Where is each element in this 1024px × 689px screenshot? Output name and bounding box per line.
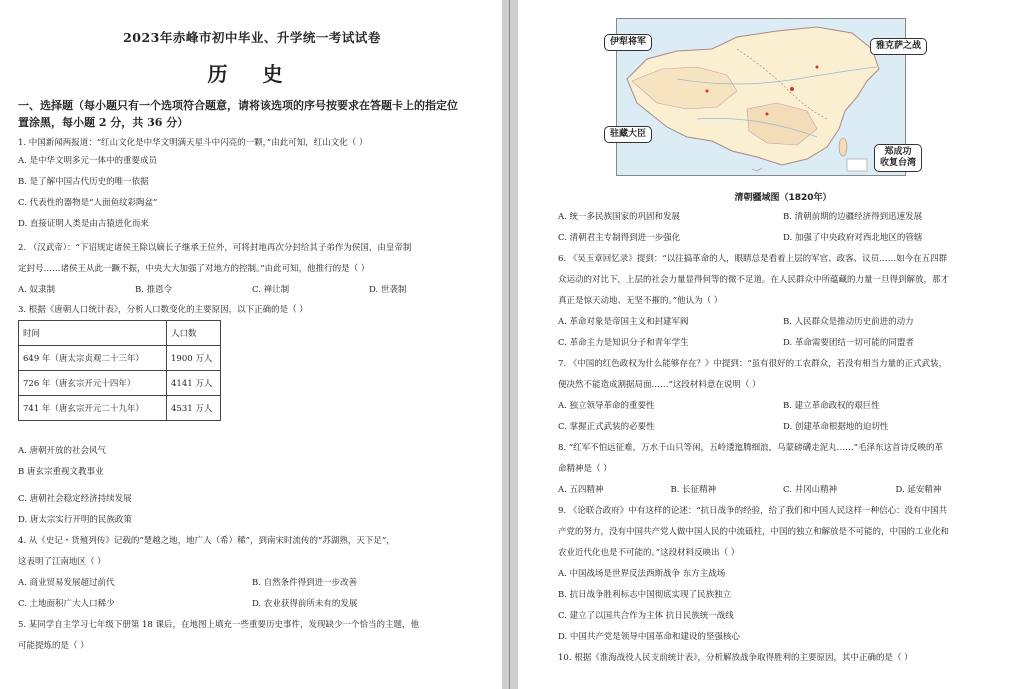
- question-7-option-b: B. 建立革命政权的艰巨性: [783, 401, 880, 411]
- question-2-line2: 定封号……诸侯王从此一蹶不振，中央大大加强了对地方的控制。”由此可知，他推行的是（ ）: [18, 264, 370, 274]
- question-2-option-c: C. 禅让制: [252, 285, 290, 295]
- question-7-options-row2: [558, 417, 1008, 438]
- question-3: [18, 301, 486, 531]
- table-row: [19, 346, 221, 371]
- question-1-option-b: B. 是了解中国古代历史的唯一依据: [18, 177, 149, 187]
- question-2-option-a: A. 奴隶制: [18, 285, 56, 295]
- question-3-option-a: A. 唐朝开放的社会风气: [18, 446, 107, 456]
- question-4-option-d: D. 农业获得前所未有的发展: [252, 599, 358, 609]
- question-9-option-a: A. 中国战场是世界反法西斯战争 东方主战场: [558, 569, 726, 579]
- question-1-stem: 1. 中国新闻两报道：“红山文化是中华文明满天星斗中闪亮的一颗，”由此可知，红山文化（ ）: [18, 138, 368, 148]
- question-8-option-c: C. 井冈山精神: [783, 485, 838, 495]
- question-4-option-b: B. 自然条件得到进一步改善: [252, 578, 358, 588]
- question-4-line1: 4. 从《史记・货殖列传》记载的“楚越之地，地广人（希）稀”，到南宋时流传的“苏湖熟，天下足”，: [18, 536, 395, 546]
- question-7-options-row1: [558, 396, 1008, 417]
- map-callout-taiwan-recovery: [874, 144, 922, 172]
- question-5: [18, 615, 486, 657]
- question-8-option-a: A. 五四精神: [558, 485, 604, 495]
- question-2: [18, 238, 486, 301]
- table-cell-time: 649 年（唐太宗贞观二十三年）: [19, 346, 167, 371]
- exam-page-right: [518, 0, 1024, 689]
- question-2-option-b: B. 推恩令: [135, 285, 173, 295]
- question-9-line2: 产党的努力，没有中国共产党人做中国人民的中流砥柱，中国的独立和解放是不可能的，中国的工业化和: [558, 527, 950, 537]
- question-6-line1: 6. 《吴玉章回忆录》提到：“以往搞革命的人，眼睛总是看着上层的军官、政客、议员……如今在五四群: [558, 254, 948, 264]
- section-heading-line1: 一、选择题（每小题只有一个选项符合题意，请将该选项的序号按要求在答题卡上的指定位: [18, 99, 458, 112]
- question-10: [558, 648, 1008, 669]
- question-6-option-a: A. 革命对象是帝国主义和封建军阀: [558, 317, 689, 327]
- question-4-options-row1: [18, 573, 486, 594]
- question-7-line1: 7. 《中国的红色政权为什么能够存在？》中提到：“虽有很好的工农群众，若没有相当力量的正式武装，: [558, 359, 948, 369]
- question-4-option-a: A. 商业贸易发展超过前代: [18, 578, 115, 588]
- question-6-line3: 真正是惊天动地、无坚不摧的。”他认为（ ）: [558, 296, 723, 306]
- question-5-options-row1: [558, 207, 1008, 228]
- map-callout-tibet-minister: 驻藏大臣: [604, 126, 652, 143]
- question-3-option-c: C. 唐朝社会稳定经济持续发展: [18, 494, 132, 504]
- map-drawing: [617, 19, 906, 176]
- question-4-options-row2: [18, 594, 486, 615]
- question-5-option-d: D. 加强了中央政府对西北地区的管辖: [783, 233, 923, 243]
- table-cell-population: 4141 万人: [167, 371, 221, 396]
- question-6-options-row1: [558, 312, 1008, 333]
- map-caption: 清朝疆域图（1820年）: [734, 193, 832, 203]
- population-table: [18, 320, 221, 421]
- question-2-option-d: D. 世袭制: [369, 285, 407, 295]
- question-9-option-d: D. 中国共产党是领导中国革命和建设的坚强核心: [558, 632, 740, 642]
- question-1: [18, 135, 486, 235]
- question-8-option-d: D. 延安精神: [895, 485, 942, 495]
- question-1-option-a: A. 是中华文明多元一体中的重要成员: [18, 156, 158, 166]
- page-gap: [502, 0, 518, 689]
- question-4-option-c: C. 土地面积广大人口稀少: [18, 599, 115, 609]
- question-3-option-d: D. 唐太宗实行开明的民族政策: [18, 515, 132, 525]
- section-heading: [18, 97, 486, 131]
- question-7: [558, 354, 1008, 438]
- question-5-option-b: B. 清朝前期的边疆经济得到迅速发展: [783, 212, 923, 222]
- question-5-option-c: C. 清朝君主专制得到进一步强化: [558, 233, 681, 243]
- table-cell-time: 726 年（唐玄宗开元十四年）: [19, 371, 167, 396]
- table-row: [19, 371, 221, 396]
- table-header-population: 人口数: [167, 321, 221, 346]
- table-header-row: [19, 321, 221, 346]
- question-6-option-b: B. 人民群众是推动历史前进的动力: [783, 317, 914, 327]
- qing-territory-map: [598, 8, 938, 188]
- question-2-options: [18, 280, 486, 301]
- question-4-line2: 这表明了江南地区（ ）: [18, 557, 106, 567]
- exam-title: 2023年赤峰市初中毕业、升学统一考试试卷: [123, 30, 381, 45]
- question-5-options-row2: [558, 228, 1008, 249]
- question-6: [558, 249, 1008, 354]
- question-7-option-a: A. 独立领导革命的重要性: [558, 401, 655, 411]
- question-9: [558, 501, 1008, 648]
- exam-page-left: [0, 0, 502, 689]
- question-3-stem: 3. 根据《唐朝人口统计表》，分析人口数变化的主要原因，以下正确的是（ ）: [18, 305, 308, 315]
- question-9-line3: 农业近代化也是不可能的。”这段材料反映出（ ）: [558, 548, 740, 558]
- question-1-option-d: D. 直接证明人类是由古猿进化而来: [18, 219, 149, 229]
- question-9-option-b: B. 抗日战争胜利标志中国彻底实现了民族独立: [558, 590, 732, 600]
- map-callout-taiwan-line2: 收复台湾: [880, 158, 917, 168]
- section-heading-line2: 置涂黑，每小题 2 分，共 36 分）: [18, 116, 189, 129]
- question-4: [18, 531, 486, 615]
- question-3-option-b: B 唐玄宗重视文教事业: [18, 467, 104, 477]
- question-9-option-c: C. 建立了以国共合作为主体 抗日民族统一战线: [558, 611, 734, 621]
- map-callout-yaksa-battle: 雅克萨之战: [870, 38, 927, 55]
- table-cell-time: 741 年（唐玄宗开元二十九年）: [19, 396, 167, 421]
- page-separator-line: [509, 0, 510, 689]
- question-6-option-d: D. 革命需要团结一切可能的同盟者: [783, 338, 914, 348]
- table-cell-population: 1900 万人: [167, 346, 221, 371]
- table-row: [19, 396, 221, 421]
- question-6-options-row2: [558, 333, 1008, 354]
- map-callout-taiwan-line1: 郑成功: [884, 147, 912, 157]
- question-8-line2: 命精神是（ ）: [558, 464, 612, 474]
- question-7-option-d: D. 创建革命根据地的迫切性: [783, 422, 889, 432]
- question-5-option-a: A. 统一多民族国家的巩固和发展: [558, 212, 681, 222]
- subject-title: 历 史: [207, 62, 297, 86]
- question-7-option-c: C. 掌握正式武装的必要性: [558, 422, 655, 432]
- table-cell-population: 4531 万人: [167, 396, 221, 421]
- table-header-time: 时间: [19, 321, 167, 346]
- question-6-option-c: C. 革命主力是知识分子和青年学生: [558, 338, 689, 348]
- map-callout-yili-general: 伊犁将军: [604, 34, 652, 51]
- question-8-option-b: B. 长征精神: [670, 485, 717, 495]
- question-5-line2: 可能提炼的是（ ）: [18, 641, 89, 651]
- question-7-line2: 便决然不能造成割据局面……”这段材料意在说明（ ）: [558, 380, 761, 390]
- question-8-options: [558, 480, 1008, 501]
- question-2-line1: 2. （汉武帝）：“下诏规定诸侯王除以嫡长子继承王位外，可将封地再次分封给其子弟作为侯国，由皇帝制: [18, 243, 412, 253]
- question-5-line1: 5. 某同学自主学习七年级下册第 18 课后，在地图上填充一些重要历史事件，发现缺少一个恰当的主题，他: [18, 620, 420, 630]
- question-5-options: [558, 207, 1008, 249]
- question-1-option-c: C. 代表性的器物是“人面鱼纹彩陶盆”: [18, 198, 158, 208]
- question-6-line2: 众运动的对比下，上层的社会力量显得何等的微不足道。在人民群众中所蕴藏的力量一旦得到解放，那才: [558, 275, 950, 285]
- question-8-line1: 8. “红军不怕远征难，万水千山只等闲，五岭逶迤腾细浪，乌蒙磅礴走泥丸……”毛泽东这首诗反映的革: [558, 443, 944, 453]
- question-9-line1: 9. 《论联合政府》中有这样的论述：“抗日战争的经验，给了我们和中国人民这样一种信心：没有中国共: [558, 506, 948, 516]
- question-10-line1: 10. 根据《淮海战役人民支前统计表》，分析解放战争取得胜利的主要原因，其中正确的是（ ）: [558, 653, 913, 663]
- map-image: [616, 18, 906, 176]
- question-8: [558, 438, 1008, 501]
